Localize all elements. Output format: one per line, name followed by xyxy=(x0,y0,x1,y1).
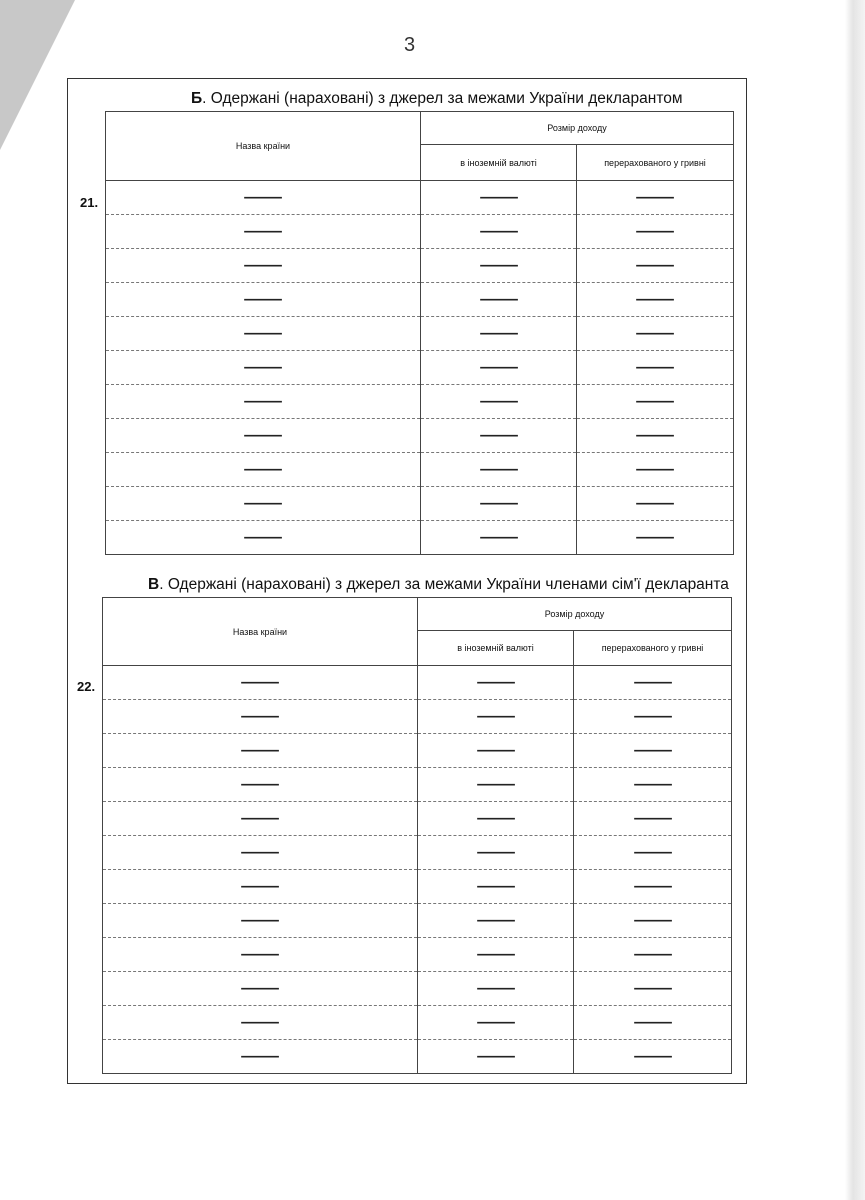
table-row xyxy=(103,768,732,802)
cell-uah xyxy=(574,1006,732,1040)
handwritten-dash: — xyxy=(634,320,676,346)
section-title-text: . Одержані (нараховані) з джерел за межами України членами сім'ї декларанта xyxy=(159,576,729,593)
cell-country xyxy=(103,972,418,1006)
table-row xyxy=(106,419,734,453)
handwritten-dash: — xyxy=(239,873,281,899)
handwritten-dash: — xyxy=(239,1043,281,1069)
cell-uah xyxy=(577,215,734,249)
section-title-text: . Одержані (нараховані) з джерел за межами України декларантом xyxy=(202,90,683,107)
cell-uah xyxy=(577,487,734,521)
handwritten-dash: — xyxy=(239,669,281,695)
handwritten-dash: — xyxy=(239,975,281,1001)
handwritten-dash: — xyxy=(477,320,520,346)
handwritten-dash: — xyxy=(631,669,674,695)
table-row xyxy=(103,904,732,938)
page-number: 3 xyxy=(404,34,416,56)
handwritten-dash: — xyxy=(474,669,517,695)
handwritten-dash: — xyxy=(239,771,281,797)
header-foreign-currency: в іноземній валюті xyxy=(418,631,574,666)
header-country: Назва країни xyxy=(103,598,418,666)
handwritten-dash: — xyxy=(477,422,520,448)
cell-uah xyxy=(574,802,732,836)
cell-foreign-currency xyxy=(418,904,574,938)
cell-uah xyxy=(577,181,734,215)
cell-foreign-currency xyxy=(421,453,577,487)
handwritten-dash: — xyxy=(239,703,281,729)
cell-country xyxy=(106,283,421,317)
table-row xyxy=(106,453,734,487)
handwritten-dash: — xyxy=(634,490,676,516)
handwritten-dash: — xyxy=(242,218,284,244)
cell-uah xyxy=(577,317,734,351)
header-income: Розмір доходу xyxy=(418,598,732,631)
cell-foreign-currency xyxy=(418,666,574,700)
handwritten-dash: — xyxy=(474,839,517,865)
handwritten-dash: — xyxy=(239,839,281,865)
cell-foreign-currency xyxy=(421,487,577,521)
header-uah: перерахованого у гривні xyxy=(574,631,732,666)
section-v-title xyxy=(148,576,729,594)
table-row xyxy=(106,249,734,283)
cell-foreign-currency xyxy=(421,181,577,215)
table-row xyxy=(106,487,734,521)
handwritten-dash: — xyxy=(477,184,520,210)
handwritten-dash: — xyxy=(477,524,520,550)
cell-country xyxy=(103,1006,418,1040)
handwritten-dash: — xyxy=(242,388,284,414)
handwritten-dash: — xyxy=(474,873,517,899)
row-number-21: 21. xyxy=(80,195,99,210)
cell-foreign-currency xyxy=(418,768,574,802)
cell-country xyxy=(103,666,418,700)
handwritten-dash: — xyxy=(474,805,517,831)
cell-uah xyxy=(574,870,732,904)
handwritten-dash: — xyxy=(634,218,676,244)
handwritten-dash: — xyxy=(634,354,676,380)
handwritten-dash: — xyxy=(474,1043,517,1069)
handwritten-dash: — xyxy=(477,354,520,380)
header-income: Розмір доходу xyxy=(421,112,734,145)
cell-country xyxy=(106,317,421,351)
section-b-title xyxy=(191,90,683,108)
handwritten-dash: — xyxy=(477,490,520,516)
handwritten-dash: — xyxy=(477,286,520,312)
handwritten-dash: — xyxy=(631,941,674,967)
cell-country xyxy=(103,700,418,734)
handwritten-dash: — xyxy=(242,252,284,278)
cell-country xyxy=(103,1040,418,1074)
scan-edge xyxy=(845,0,865,1200)
table-row xyxy=(106,317,734,351)
table-row xyxy=(103,1040,732,1074)
handwritten-dash: — xyxy=(634,286,676,312)
cell-uah xyxy=(577,385,734,419)
cell-uah xyxy=(574,768,732,802)
handwritten-dash: — xyxy=(631,805,674,831)
table-row xyxy=(103,870,732,904)
cell-uah xyxy=(574,938,732,972)
scan-shadow xyxy=(0,0,75,150)
cell-country xyxy=(106,351,421,385)
cell-foreign-currency xyxy=(421,317,577,351)
handwritten-dash: — xyxy=(474,907,517,933)
handwritten-dash: — xyxy=(242,354,284,380)
handwritten-dash: — xyxy=(474,771,517,797)
cell-foreign-currency xyxy=(418,938,574,972)
handwritten-dash: — xyxy=(477,218,520,244)
table-row xyxy=(103,1006,732,1040)
handwritten-dash: — xyxy=(474,703,517,729)
cell-country xyxy=(106,249,421,283)
cell-foreign-currency xyxy=(418,972,574,1006)
handwritten-dash: — xyxy=(477,252,520,278)
cell-uah xyxy=(577,453,734,487)
cell-uah xyxy=(577,249,734,283)
table-row xyxy=(106,385,734,419)
header-foreign-currency: в іноземній валюті xyxy=(421,145,577,181)
income-table-family xyxy=(102,597,732,1074)
handwritten-dash: — xyxy=(631,907,674,933)
cell-uah xyxy=(577,521,734,555)
cell-foreign-currency xyxy=(421,521,577,555)
handwritten-dash: — xyxy=(239,737,281,763)
cell-uah xyxy=(574,1040,732,1074)
table-row xyxy=(103,802,732,836)
table-row xyxy=(103,938,732,972)
handwritten-dash: — xyxy=(239,805,281,831)
cell-country xyxy=(103,734,418,768)
handwritten-dash: — xyxy=(474,941,517,967)
handwritten-dash: — xyxy=(239,907,281,933)
handwritten-dash: — xyxy=(242,524,284,550)
cell-uah xyxy=(574,734,732,768)
cell-foreign-currency xyxy=(421,215,577,249)
cell-country xyxy=(106,521,421,555)
table-row xyxy=(103,972,732,1006)
cell-foreign-currency xyxy=(418,1040,574,1074)
cell-uah xyxy=(577,351,734,385)
table-row xyxy=(106,351,734,385)
row-number-22: 22. xyxy=(77,679,96,694)
handwritten-dash: — xyxy=(634,524,676,550)
cell-country xyxy=(106,385,421,419)
handwritten-dash: — xyxy=(634,422,676,448)
handwritten-dash: — xyxy=(477,456,520,482)
cell-uah xyxy=(574,904,732,938)
handwritten-dash: — xyxy=(631,737,674,763)
cell-country xyxy=(103,904,418,938)
income-table-declarant xyxy=(105,111,734,555)
cell-country xyxy=(106,181,421,215)
handwritten-dash: — xyxy=(634,388,676,414)
handwritten-dash: — xyxy=(634,184,676,210)
table-row xyxy=(103,666,732,700)
cell-country xyxy=(106,453,421,487)
handwritten-dash: — xyxy=(631,1009,674,1035)
cell-foreign-currency xyxy=(418,734,574,768)
cell-foreign-currency xyxy=(418,1006,574,1040)
handwritten-dash: — xyxy=(242,490,284,516)
handwritten-dash: — xyxy=(242,286,284,312)
handwritten-dash: — xyxy=(239,941,281,967)
cell-country xyxy=(103,836,418,870)
handwritten-dash: — xyxy=(634,252,676,278)
handwritten-dash: — xyxy=(631,1043,674,1069)
handwritten-dash: — xyxy=(242,184,284,210)
cell-foreign-currency xyxy=(421,283,577,317)
table-row xyxy=(106,283,734,317)
header-uah: перерахованого у гривні xyxy=(577,145,734,181)
cell-foreign-currency xyxy=(421,419,577,453)
cell-uah xyxy=(574,836,732,870)
cell-uah xyxy=(574,972,732,1006)
handwritten-dash: — xyxy=(631,839,674,865)
cell-foreign-currency xyxy=(418,836,574,870)
handwritten-dash: — xyxy=(474,737,517,763)
handwritten-dash: — xyxy=(634,456,676,482)
cell-country xyxy=(103,768,418,802)
cell-uah xyxy=(574,700,732,734)
table-row xyxy=(106,181,734,215)
table-row xyxy=(103,734,732,768)
handwritten-dash: — xyxy=(631,975,674,1001)
handwritten-dash: — xyxy=(477,388,520,414)
handwritten-dash: — xyxy=(474,1009,517,1035)
handwritten-dash: — xyxy=(631,703,674,729)
cell-foreign-currency xyxy=(418,700,574,734)
cell-foreign-currency xyxy=(421,385,577,419)
handwritten-dash: — xyxy=(474,975,517,1001)
table-row xyxy=(106,215,734,249)
cell-country xyxy=(106,215,421,249)
cell-foreign-currency xyxy=(421,249,577,283)
cell-uah xyxy=(577,283,734,317)
cell-foreign-currency xyxy=(421,351,577,385)
cell-uah xyxy=(574,666,732,700)
cell-country xyxy=(106,487,421,521)
cell-country xyxy=(103,870,418,904)
handwritten-dash: — xyxy=(242,422,284,448)
cell-country xyxy=(103,938,418,972)
handwritten-dash: — xyxy=(242,320,284,346)
table-row xyxy=(103,700,732,734)
cell-country xyxy=(106,419,421,453)
table-row xyxy=(106,521,734,555)
handwritten-dash: — xyxy=(242,456,284,482)
cell-foreign-currency xyxy=(418,870,574,904)
table-row xyxy=(103,836,732,870)
cell-uah xyxy=(577,419,734,453)
handwritten-dash: — xyxy=(239,1009,281,1035)
handwritten-dash: — xyxy=(631,873,674,899)
section-letter: В xyxy=(148,576,160,593)
section-letter: Б xyxy=(191,90,203,107)
cell-country xyxy=(103,802,418,836)
handwritten-dash: — xyxy=(631,771,674,797)
header-country: Назва країни xyxy=(106,112,421,181)
cell-foreign-currency xyxy=(418,802,574,836)
